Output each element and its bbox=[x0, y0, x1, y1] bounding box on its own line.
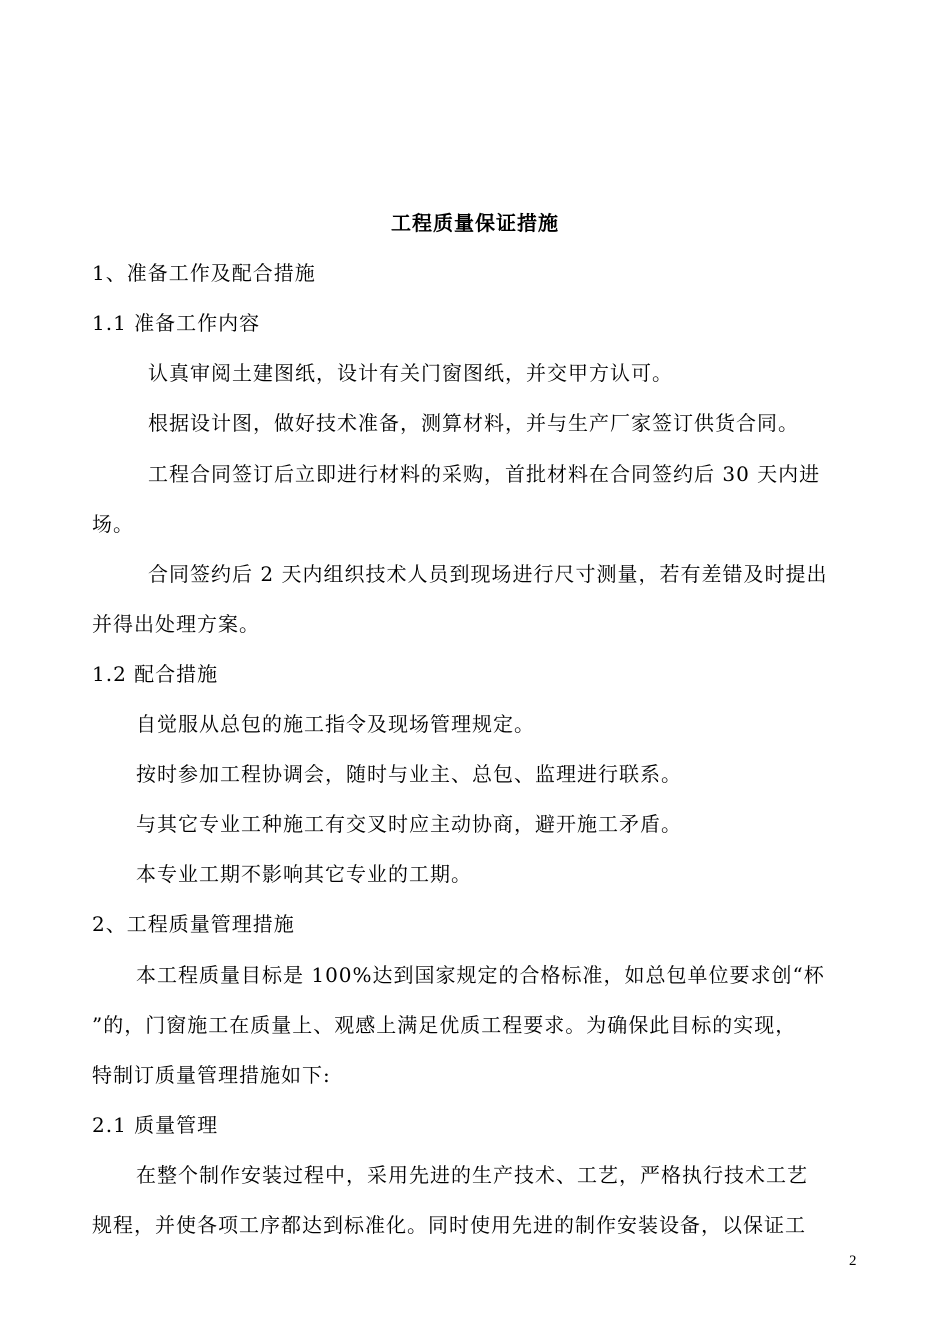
subsection-heading-1-2: 1.2 配合措施 bbox=[92, 662, 219, 686]
paragraph-line: 特制订质量管理措施如下: bbox=[92, 1063, 331, 1087]
paragraph-line: 本工程质量目标是 100%达到国家规定的合格标准，如总包单位要求创“杯 bbox=[136, 963, 825, 987]
paragraph-line: 在整个制作安装过程中，采用先进的生产技术、工艺，严格执行技术工艺 bbox=[136, 1163, 808, 1187]
paragraph-line: 自觉服从总包的施工指令及现场管理规定。 bbox=[136, 712, 535, 736]
paragraph-line: 与其它专业工种施工有交叉时应主动协商，避开施工矛盾。 bbox=[136, 812, 682, 836]
paragraph-line: 场。 bbox=[92, 512, 134, 536]
paragraph-line: ”的，门窗施工在质量上、观感上满足优质工程要求。为确保此目标的实现， bbox=[92, 1013, 797, 1037]
subsection-heading-1-1: 1.1 准备工作内容 bbox=[92, 311, 261, 335]
paragraph-line: 工程合同签订后立即进行材料的采购，首批材料在合同签约后 30 天内进 bbox=[148, 462, 821, 486]
paragraph-line: 合同签约后 2 天内组织技术人员到现场进行尺寸测量，若有差错及时提出 bbox=[148, 562, 828, 586]
page-number: 2 bbox=[849, 1253, 857, 1269]
paragraph-line: 本专业工期不影响其它专业的工期。 bbox=[136, 862, 472, 886]
section-heading-2: 2、工程质量管理措施 bbox=[92, 912, 295, 936]
paragraph-line: 按时参加工程协调会，随时与业主、总包、监理进行联系。 bbox=[136, 762, 682, 786]
paragraph-line: 根据设计图，做好技术准备，测算材料，并与生产厂家签订供货合同。 bbox=[148, 411, 799, 435]
paragraph-line: 认真审阅土建图纸，设计有关门窗图纸，并交甲方认可。 bbox=[148, 361, 673, 385]
section-heading-1: 1、准备工作及配合措施 bbox=[92, 261, 316, 285]
document-title: 工程质量保证措施 bbox=[391, 211, 559, 235]
paragraph-line: 规程，并使各项工序都达到标准化。同时使用先进的制作安装设备，以保证工 bbox=[92, 1213, 806, 1237]
paragraph-line: 并得出处理方案。 bbox=[92, 612, 260, 636]
subsection-heading-2-1: 2.1 质量管理 bbox=[92, 1113, 219, 1137]
